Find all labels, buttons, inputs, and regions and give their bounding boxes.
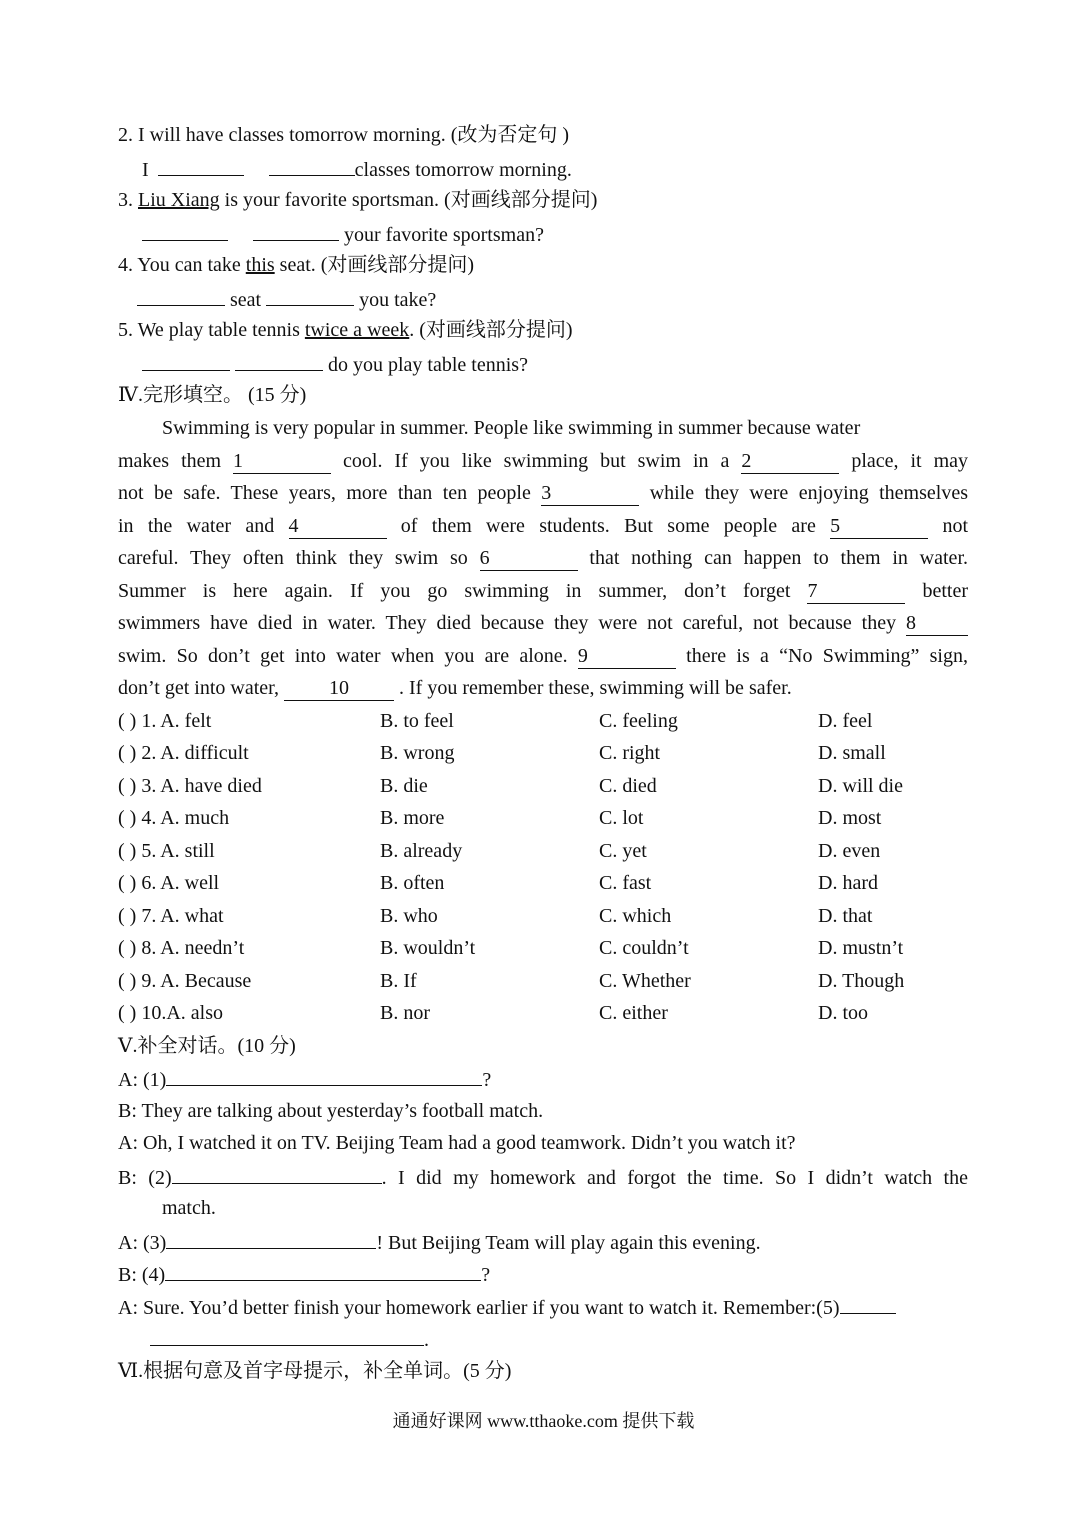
underlined-phrase: twice a week bbox=[304, 319, 410, 341]
choice-option[interactable]: C. Whether bbox=[599, 970, 691, 992]
choice-option[interactable]: B. to feel bbox=[380, 710, 454, 732]
choice-question: ( ) 9. A. Because bbox=[118, 970, 252, 992]
dialog-line-b2: B: (2) . I did my homework and forgot the time. So I didn’t watch the bbox=[118, 1161, 968, 1191]
section-4-title: Ⅳ.完形填空。 (15 分) bbox=[118, 384, 307, 406]
dialog-blank[interactable] bbox=[165, 1258, 481, 1281]
dialog-blank[interactable] bbox=[166, 1063, 482, 1086]
choice-option[interactable]: B. If bbox=[380, 970, 417, 992]
cloze-blank[interactable]: 8 bbox=[906, 611, 968, 636]
choice-option[interactable]: D. small bbox=[818, 742, 886, 764]
answer-blank[interactable] bbox=[158, 153, 244, 176]
choice-option[interactable]: D. Though bbox=[818, 970, 905, 992]
choice-option[interactable]: C. either bbox=[599, 1002, 668, 1024]
question-3: 3. Liu Xiang is your favorite sportsman. (对画线部分提问) bbox=[118, 189, 598, 211]
choice-question: ( ) 8. A. needn’t bbox=[118, 937, 245, 959]
answer-blank[interactable] bbox=[253, 218, 339, 241]
choice-option[interactable]: C. right bbox=[599, 742, 661, 764]
dialog-line-a2: A: Oh, I watched it on TV. Beijing Team had a good teamwork. Didn’t you watch it? bbox=[118, 1132, 796, 1154]
cloze-blank[interactable]: 1 bbox=[233, 449, 331, 474]
question-2: 2. I will have classes tomorrow morning. (改为否定句 ) bbox=[118, 124, 570, 146]
choice-option[interactable]: C. which bbox=[599, 905, 672, 927]
choice-option[interactable]: B. nor bbox=[380, 1002, 430, 1024]
choice-option[interactable]: D. feel bbox=[818, 710, 873, 732]
cloze-line: careful. They often think they swim so 6 that nothing can happen to them in water. bbox=[118, 547, 968, 569]
dialog-line-a5: A: Sure. You’d better finish your homework earlier if you want to watch it. Remember:(5) bbox=[118, 1291, 896, 1321]
choice-question: ( ) 7. A. what bbox=[118, 905, 224, 927]
choice-question: ( ) 3. A. have died bbox=[118, 775, 262, 797]
choice-option[interactable]: C. yet bbox=[599, 840, 647, 862]
question-3-answer: your favorite sportsman? bbox=[142, 218, 544, 248]
dialog-blank[interactable] bbox=[166, 1226, 376, 1249]
question-4: 4. You can take this seat. (对画线部分提问) bbox=[118, 254, 475, 276]
cloze-blank[interactable]: 4 bbox=[289, 514, 387, 539]
dialog-line-b4: B: (4) ? bbox=[118, 1258, 490, 1288]
answer-blank[interactable] bbox=[235, 348, 323, 371]
choice-option[interactable]: B. wrong bbox=[380, 742, 455, 764]
choice-question: ( ) 10.A. also bbox=[118, 1002, 223, 1024]
dialog-blank[interactable] bbox=[172, 1161, 382, 1184]
underlined-phrase: Liu Xiang bbox=[138, 189, 220, 211]
choice-option[interactable]: C. feeling bbox=[599, 710, 678, 732]
choice-option[interactable]: C. couldn’t bbox=[599, 937, 689, 959]
choice-option[interactable]: D. too bbox=[818, 1002, 868, 1024]
dialog-blank[interactable] bbox=[840, 1291, 896, 1314]
cloze-line: makes them 1 cool. If you like swimming but swim in a 2 place, it may bbox=[118, 450, 969, 472]
underlined-phrase: this bbox=[245, 254, 275, 276]
cloze-blank[interactable]: 9 bbox=[578, 644, 676, 669]
question-2-answer: I classes tomorrow morning. bbox=[142, 153, 572, 183]
dialog-line-a1: A: (1) ? bbox=[118, 1063, 491, 1093]
choice-question: ( ) 2. A. difficult bbox=[118, 742, 249, 764]
dialog-blank[interactable] bbox=[150, 1323, 424, 1346]
choice-option[interactable]: B. already bbox=[380, 840, 463, 862]
cloze-blank[interactable]: 5 bbox=[830, 514, 928, 539]
cloze-line: Summer is here again. If you go swimming in summer, don’t forget 7 better bbox=[118, 580, 968, 602]
choice-question: ( ) 4. A. much bbox=[118, 807, 230, 829]
cloze-blank[interactable]: 10 bbox=[284, 676, 394, 701]
cloze-line: Swimming is very popular in summer. People like swimming in summer because water bbox=[162, 417, 861, 439]
dialog-line-a5-continued: . bbox=[150, 1323, 429, 1353]
choice-option[interactable]: B. wouldn’t bbox=[380, 937, 476, 959]
dialog-line-b2-continued: match. bbox=[162, 1197, 216, 1219]
cloze-line: swimmers have died in water. They died because they were not careful, not because they 8 bbox=[118, 608, 968, 638]
page-footer: 通通好课网 www.tthaoke.com 提供下载 bbox=[392, 1411, 695, 1431]
cloze-blank[interactable]: 7 bbox=[807, 579, 905, 604]
choice-option[interactable]: C. fast bbox=[599, 872, 652, 894]
answer-blank[interactable] bbox=[137, 283, 225, 306]
answer-blank[interactable] bbox=[142, 218, 228, 241]
question-4-answer: seat you take? bbox=[137, 283, 436, 313]
choice-option[interactable]: C. lot bbox=[599, 807, 644, 829]
choice-option[interactable]: D. most bbox=[818, 807, 882, 829]
choice-option[interactable]: B. more bbox=[380, 807, 445, 829]
choice-option[interactable]: D. that bbox=[818, 905, 873, 927]
dialog-line-b1: B: They are talking about yesterday’s football match. bbox=[118, 1100, 544, 1122]
answer-blank[interactable] bbox=[142, 348, 230, 371]
choice-question: ( ) 1. A. felt bbox=[118, 710, 212, 732]
choice-option[interactable]: B. die bbox=[380, 775, 428, 797]
choice-option[interactable]: B. who bbox=[380, 905, 438, 927]
choice-option[interactable]: B. often bbox=[380, 872, 445, 894]
cloze-line: swim. So don’t get into water when you are alone. 9 there is a “No Swimming” sign, bbox=[118, 645, 968, 667]
choice-option[interactable]: D. even bbox=[818, 840, 881, 862]
choice-option[interactable]: D. mustn’t bbox=[818, 937, 904, 959]
section-5-title: Ⅴ.补全对话。(10 分) bbox=[118, 1035, 296, 1057]
cloze-blank[interactable]: 2 bbox=[741, 449, 839, 474]
cloze-line: in the water and 4 of them were students. But some people are 5 not bbox=[118, 515, 969, 537]
cloze-blank[interactable]: 3 bbox=[541, 481, 639, 506]
answer-blank[interactable] bbox=[269, 153, 355, 176]
question-5-answer: do you play table tennis? bbox=[142, 348, 528, 378]
choice-option[interactable]: D. hard bbox=[818, 872, 878, 894]
choice-question: ( ) 5. A. still bbox=[118, 840, 215, 862]
question-5: 5. We play table tennis twice a week. (对画线部分提问) bbox=[118, 319, 573, 341]
answer-blank[interactable] bbox=[266, 283, 354, 306]
dialog-line-a3: A: (3) ! But Beijing Team will play again this evening. bbox=[118, 1226, 761, 1256]
choice-option[interactable]: D. will die bbox=[818, 775, 903, 797]
choice-option[interactable]: C. died bbox=[599, 775, 657, 797]
section-6-title: Ⅵ.根据句意及首字母提示，补全单词。(5 分) bbox=[118, 1360, 512, 1382]
cloze-blank[interactable]: 6 bbox=[480, 546, 578, 571]
cloze-line: don’t get into water, 10 . If you remember these, swimming will be safer. bbox=[118, 677, 792, 699]
cloze-line: not be safe. These years, more than ten people 3 while they were enjoying themselves bbox=[118, 482, 968, 504]
choice-question: ( ) 6. A. well bbox=[118, 872, 220, 894]
